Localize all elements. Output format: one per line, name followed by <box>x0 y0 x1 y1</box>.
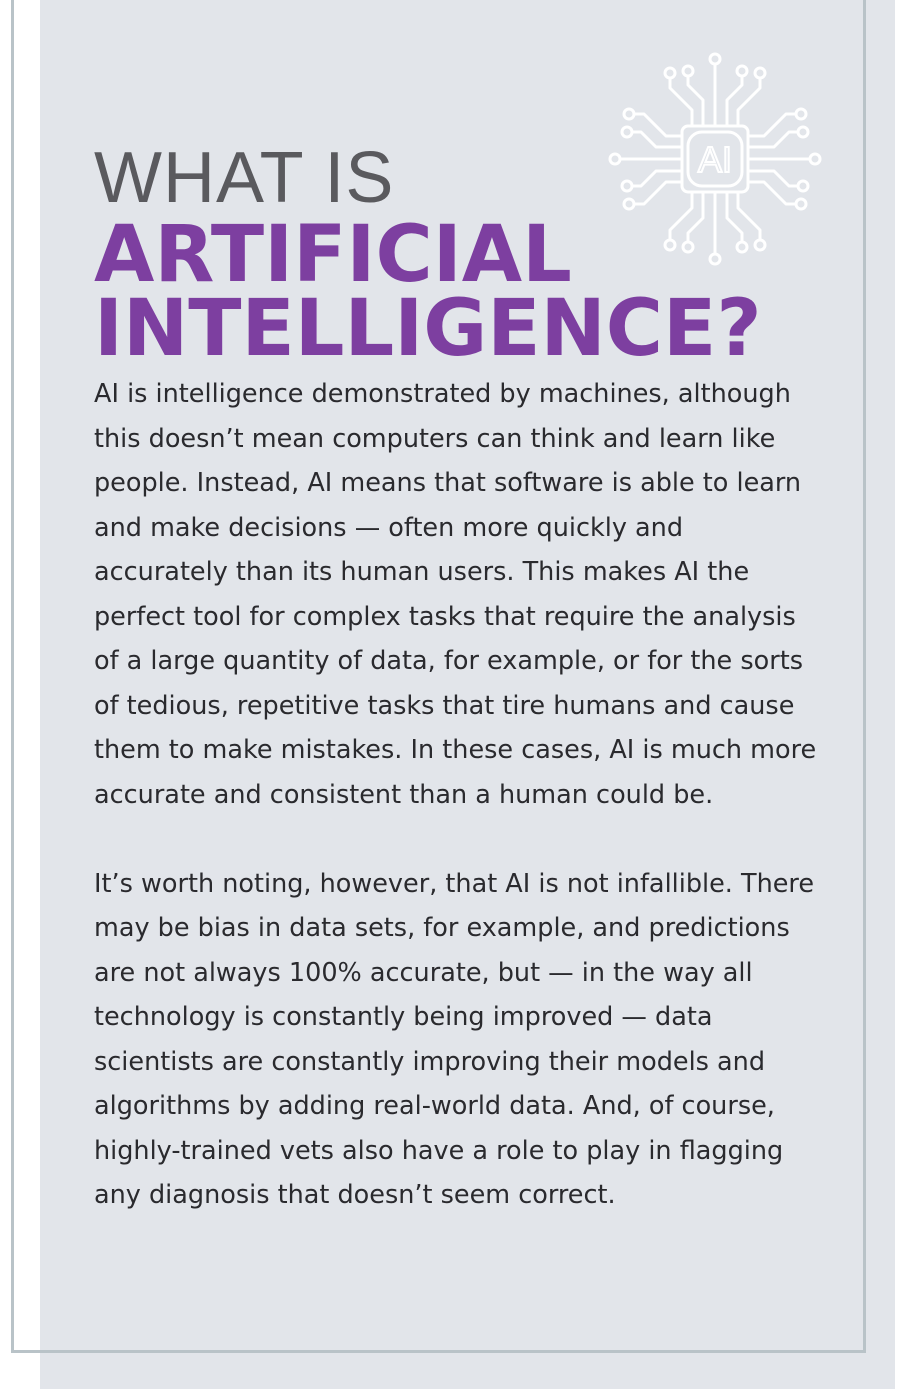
paragraph: It’s worth noting, however, that AI is not infallible. There may be bias in data sets, for example, and predictions are not always 100% accurate, but — in the way all technology is constantly being improved — data scientists are constantly improving their models and algorithms by adding real-world data. And, of course, highly-trained vets also have a role to play in flagging any diagnosis that doesn’t seem correct. <box>94 868 815 1210</box>
title-line-intelligence: INTELLIGENCE? <box>94 284 762 374</box>
title-line-artificial: ARTIFICIAL <box>94 210 572 300</box>
page-title <box>94 138 762 374</box>
title-line-what-is: WHAT IS <box>94 138 395 218</box>
paragraph: AI is intelligence demonstrated by machines, although this doesn’t mean computers can think and learn like people. Instead, AI means that software is able to learn and make decisions — often more quickly and accurately than its human users. This makes AI the perfect tool for complex tasks that require the analysis of a large quantity of data, for example, or for the sorts of tedious, repetitive tasks that tire humans and cause them to make mistakes. In these cases, AI is much more accurate and consistent than a human could be. <box>94 379 817 810</box>
article-body <box>94 372 824 1262</box>
ai-chip-label: AI <box>697 139 733 180</box>
